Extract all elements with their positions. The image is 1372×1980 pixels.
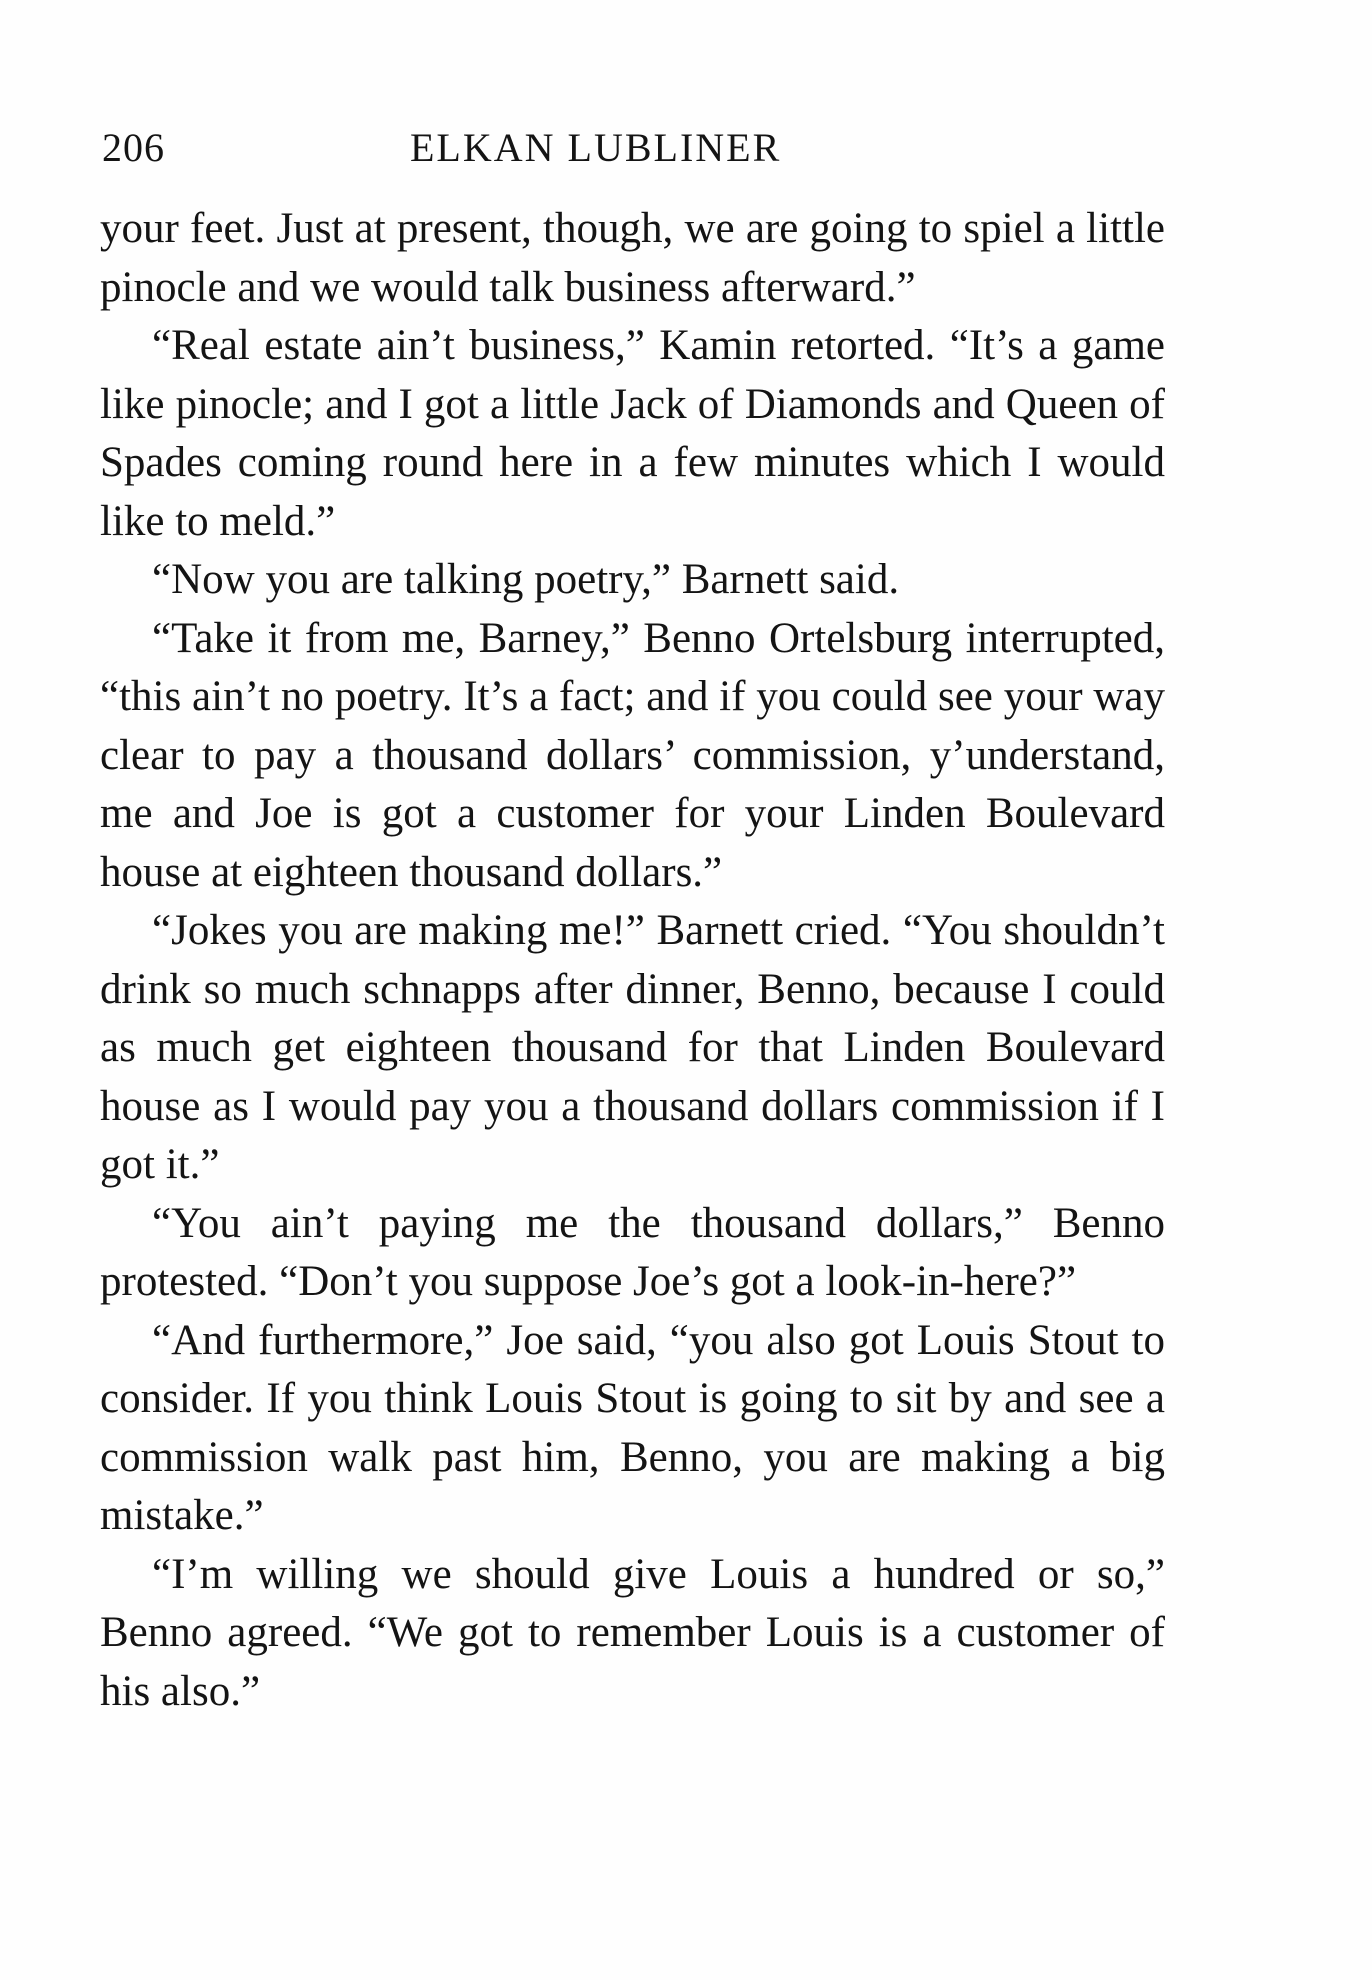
paragraph: “And furthermore,” Joe said, “you also got Louis Stout to consider. If you think Louis Stout is going to sit by and see a commission walk past him, Benno, you are making a big mistake.” (100, 1316, 1165, 1539)
paragraph: “Now you are talking poetry,” Barnett said. (152, 556, 900, 603)
paragraph: “I’m willing we should give Louis a hundred or so,” Benno agreed. “We got to remember Louis is a customer of his also.” (100, 1550, 1165, 1715)
paragraph: “Real estate ain’t business,” Kamin retorted. “It’s a game like pinocle; and I got a little Jack of Diamonds and Queen of Spades coming round here in a few minutes which I would like to meld.” (100, 322, 1165, 545)
running-head (98, 118, 1158, 178)
paragraph: “Jokes you are making me!” Barnett cried. “You shouldn’t drink so much schnapps after dinner, Benno, because I could as much get eighteen thousand for that Linden Boulevard house as I would pay you a thousand dollars commission if I got it.” (100, 907, 1165, 1188)
page-number: 206 (102, 125, 165, 170)
body-text (100, 200, 1165, 1721)
running-title: ELKAN LUBLINER (410, 125, 782, 170)
paragraph-continuation: your feet. Just at present, though, we are going to spiel a little pinocle and we would talk business afterward.” (100, 205, 1165, 311)
paragraph: “You ain’t paying me the thousand dollars,” Benno protested. “Don’t you suppose Joe’s got a look-in-here?” (100, 1199, 1165, 1305)
paragraph: “Take it from me, Barney,” Benno Ortelsburg interrupted, “this ain’t no poetry. It’s a fact; and if you could see your way clear to pay a thousand dollars’ commission, y’understand, me and Joe is got a customer for your Linden Boulevard house at eighteen thousand dollars.” (100, 614, 1165, 896)
